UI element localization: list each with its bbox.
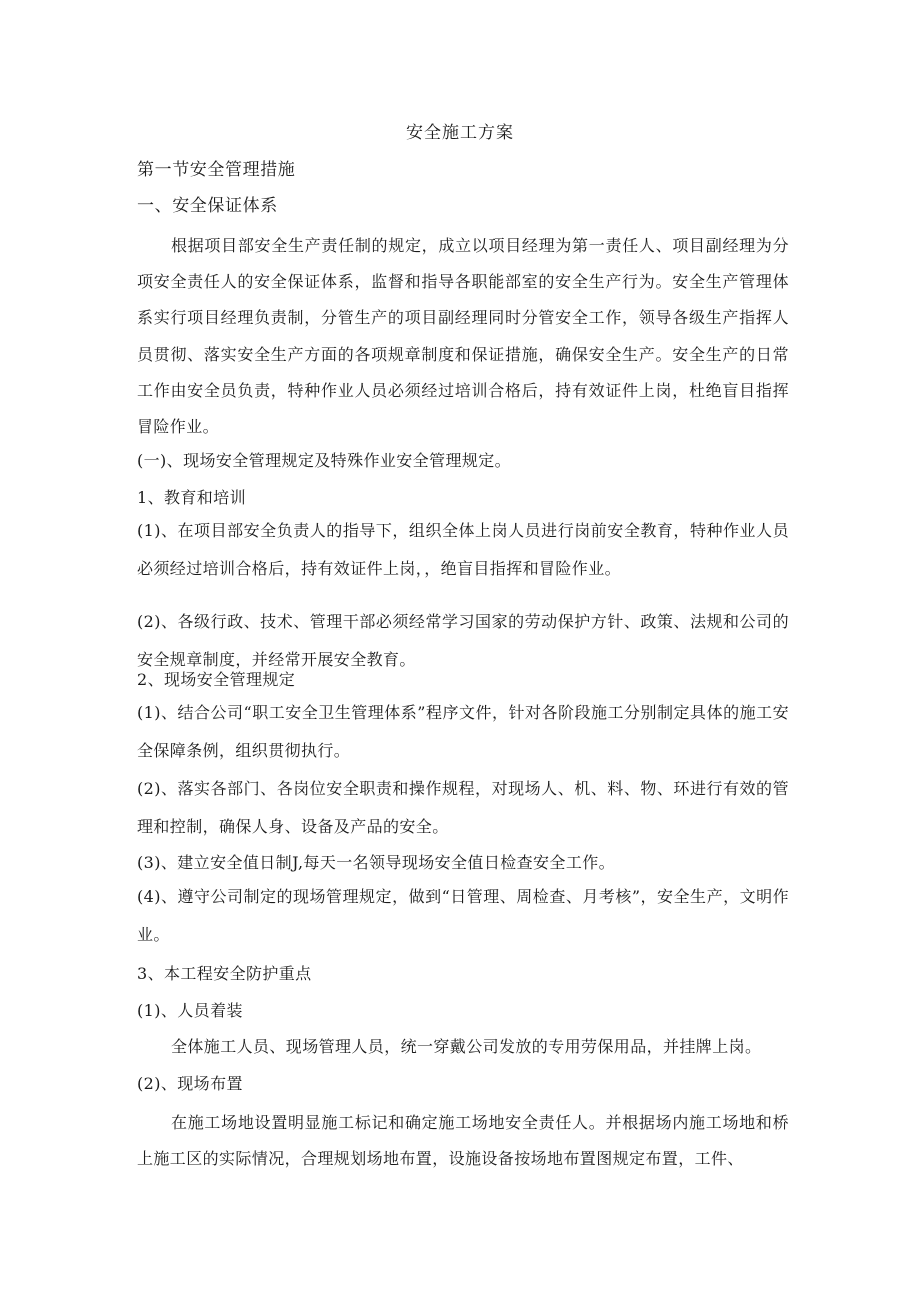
document-title: 安全施工方案 <box>406 123 514 143</box>
part-heading: (一)、现场安全管理规定及特殊作业安全管理规定。 <box>137 451 512 470</box>
item2-3-paragraph: (3)、建立安全值日制J,每天一名领导现场安全值日检查安全工作。 <box>137 853 616 872</box>
subsection-heading: 一、安全保证体系 <box>137 196 278 216</box>
item3-2-text: 在施工场地设置明显施工标记和确定施工场地安全责任人。并根据场内施工场地和桥上施工区的实际情况，合理规划场地布置，设施设备按场地布置图规定布置，工件、 <box>137 1113 789 1168</box>
item3-heading: 3、本工程安全防护重点 <box>137 964 312 983</box>
item2-4-paragraph: (4)、遵守公司制定的现场管理规定，做到“日管理、周检查、月考核”，安全生产，文明作业。 <box>137 887 789 944</box>
item2-heading: 2、现场安全管理规定 <box>137 670 296 689</box>
item1-heading: 1、教育和培训 <box>137 488 246 507</box>
item2-1-paragraph: (1)、结合公司“职工安全卫生管理体系”程序文件，针对各阶段施工分别制定具体的施工安全保障条例，组织贯彻执行。 <box>137 703 789 760</box>
intro-paragraph: 根据项目部安全生产责任制的规定，成立以项目经理为第一责任人、项目副经理为分项安全责任人的安全保证体系，监督和指导各职能部室的安全生产行为。安全生产管理体系实行项目经理负责制，分管生产的项目副经理同时分管安全工作，领导各级生产指挥人员贯彻、落实安全生产方面的各项规章制度和保证措施，确保安全生产。安全生产的日常工作由安全员负责，特种作业人员必须经过培训合格后，持有效证件上岗，杜绝盲目指挥冒险作业。 <box>137 236 789 437</box>
item1-2-paragraph: (2)、各级行政、技术、管理干部必须经常学习国家的劳动保护方针、政策、法规和公司的安全规章制度，并经常开展安全教育。 <box>137 612 789 669</box>
section-heading: 第一节安全管理措施 <box>137 160 296 180</box>
item3-1-heading: (1)、人员着装 <box>137 1001 243 1020</box>
item1-1-paragraph: (1)、在项目部安全负责人的指导下，组织全体上岗人员进行岗前安全教育，特种作业人员必须经过培训合格后，持有效证件上岗，，绝盲目指挥和冒险作业。 <box>137 521 789 578</box>
item2-2-paragraph: (2)、落实各部门、各岗位安全职责和操作规程，对现场人、机、料、物、环进行有效的管理和控制，确保人身、设备及产品的安全。 <box>137 779 789 836</box>
item3-2-heading: (2)、现场布置 <box>137 1074 243 1093</box>
item3-1-text: 全体施工人员、现场管理人员，统一穿戴公司发放的专用劳保用品，并挂牌上岗。 <box>171 1037 762 1056</box>
